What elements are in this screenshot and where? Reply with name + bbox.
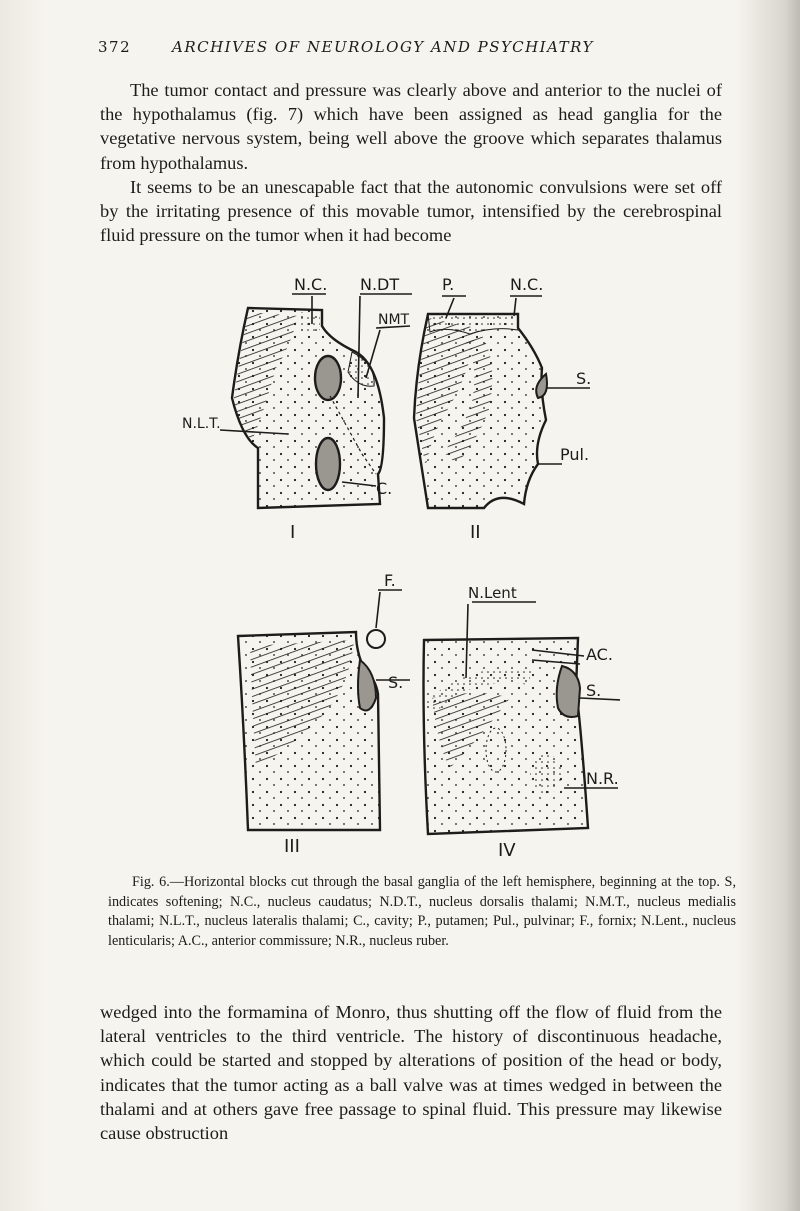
- label-s-4: S.: [586, 681, 602, 700]
- label-nlt: N.L.T.: [182, 416, 221, 432]
- label-c: C.: [376, 479, 393, 498]
- panel-label-4: IV: [498, 840, 516, 861]
- paragraph: The tumor contact and pressure was clearly above and anterior to the nuclei of the hypothalamus (fig. 7) which have been assigned as head ganglia for the vegetative nervous system, being well above the groove which separates thalamus from hypothalamus.: [100, 80, 722, 173]
- paragraph: wedged into the formamina of Monro, thus shutting off the flow of fluid from the lateral ventricles to the third ventricle. The history of discontinuous headache, which could be started and stopped by alterations of position of the head or body, indicates that the tumor acting as a ball valve was at times wedged in between the thalami and at others gave free passage to spinal fluid. This pressure may likewise cause obstruction: [100, 1002, 722, 1144]
- body-text-bottom: [100, 1000, 722, 1145]
- panel-2: [414, 314, 547, 508]
- label-s-3: S.: [388, 673, 404, 692]
- panel-3: [238, 630, 385, 830]
- body-text-top: [100, 78, 722, 247]
- label-f: F.: [384, 571, 396, 590]
- label-ac: AC.: [586, 645, 613, 664]
- figure-caption: [108, 873, 736, 951]
- caption-text: Fig. 6.—Horizontal blocks cut through the basal ganglia of the left hemisphere, beginning at the top. S, indicates softening; N.C., nucleus caudatus; N.D.T., nucleus dorsalis thalami; N.M.T., nucleus medialis thalami; N.L.T., nucleus lateralis thalami; C., cavity; P., putamen; Pul., pulvinar; F., fornix; N.Lent., nucleus lenticularis; A.C., anterior commissure; N.R., nucleus ruber.: [108, 874, 736, 949]
- panel-label-2: II: [470, 522, 481, 543]
- label-nc-2: N.C.: [510, 275, 544, 294]
- label-s-1: S.: [576, 369, 592, 388]
- label-nc: N.C.: [294, 275, 328, 294]
- label-ndt: N.DT: [360, 275, 400, 294]
- page-number: 372: [98, 38, 132, 56]
- label-nmt: NMT: [378, 312, 410, 328]
- paragraph: It seems to be an unescapable fact that the autonomic convulsions were set off by the irritating presence of this movable tumor, intensified by the cerebrospinal fluid pressure on the tumor when it had become: [100, 176, 722, 246]
- label-nlent: N.Lent: [468, 584, 517, 602]
- label-pul: Pul.: [560, 445, 590, 464]
- figure-6: [180, 268, 620, 868]
- label-nr: N.R.: [586, 769, 619, 788]
- figure-drawing: [180, 268, 620, 868]
- panel-label-1: I: [290, 522, 296, 543]
- label-p: P.: [442, 275, 455, 294]
- panel-label-3: III: [284, 836, 300, 857]
- running-head: ARCHIVES OF NEUROLOGY AND PSYCHIATRY: [172, 38, 594, 56]
- panel-4: [424, 638, 589, 834]
- panel-1: [232, 308, 384, 508]
- page-header: [98, 38, 698, 62]
